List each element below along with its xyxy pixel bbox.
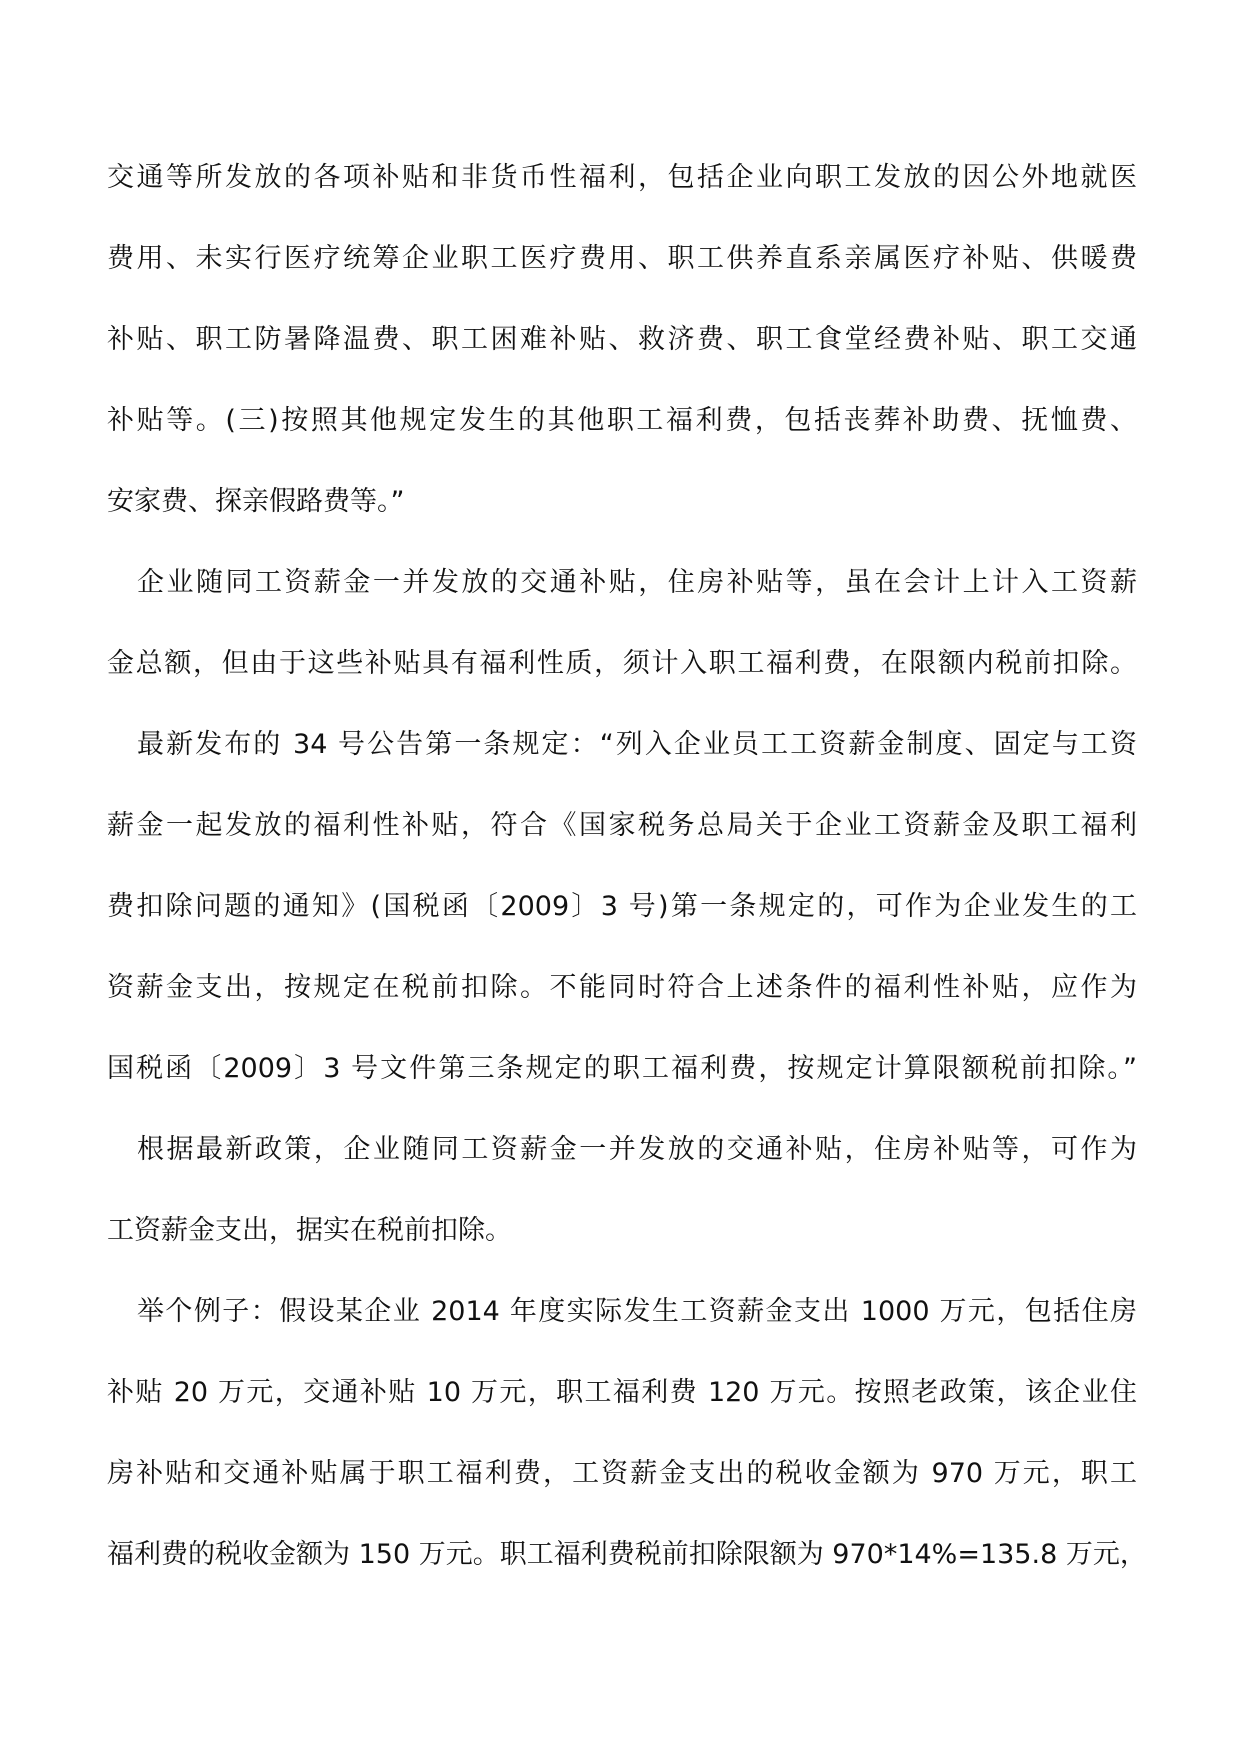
text-line: 补贴等。(三)按照其他规定发生的其他职工福利费，包括丧葬补助费、抚恤费、 xyxy=(107,405,1137,436)
text-line: 房补贴和交通补贴属于职工福利费，工资薪金支出的税收金额为 970 万元，职工 xyxy=(107,1458,1137,1489)
text-line: 资薪金支出，按规定在税前扣除。不能同时符合上述条件的福利性补贴，应作为 xyxy=(107,972,1137,1003)
text-line: 补贴 20 万元，交通补贴 10 万元，职工福利费 120 万元。按照老政策，该企业住 xyxy=(107,1377,1137,1408)
text-line: 费扣除问题的通知》(国税函〔2009〕3 号)第一条规定的，可作为企业发生的工 xyxy=(107,891,1137,922)
paragraph-first-line: 举个例子：假设某企业 2014 年度实际发生工资薪金支出 1000 万元，包括住房 xyxy=(137,1296,1137,1327)
text-line: 国税函〔2009〕3 号文件第三条规定的职工福利费，按规定计算限额税前扣除。” xyxy=(107,1053,1137,1084)
text-line: 交通等所发放的各项补贴和非货币性福利，包括企业向职工发放的因公外地就医 xyxy=(107,162,1137,193)
text-line: 补贴、职工防暑降温费、职工困难补贴、救济费、职工食堂经费补贴、职工交通 xyxy=(107,324,1137,355)
text-line: 薪金一起发放的福利性补贴，符合《国家税务总局关于企业工资薪金及职工福利 xyxy=(107,810,1137,841)
document-body xyxy=(107,158,1147,1616)
paragraph-first-line: 企业随同工资薪金一并发放的交通补贴，住房补贴等，虽在会计上计入工资薪 xyxy=(137,567,1137,598)
text-line: 福利费的税收金额为 150 万元。职工福利费税前扣除限额为 970*14%=135.8 万元， xyxy=(107,1539,1147,1570)
text-line: 安家费、探亲假路费等。” xyxy=(107,486,405,517)
text-line: 金总额，但由于这些补贴具有福利性质，须计入职工福利费，在限额内税前扣除。 xyxy=(107,648,1137,679)
text-line: 工资薪金支出，据实在税前扣除。 xyxy=(107,1215,512,1246)
text-line: 费用、未实行医疗统筹企业职工医疗费用、职工供养直系亲属医疗补贴、供暖费 xyxy=(107,243,1137,274)
paragraph-first-line: 最新发布的 34 号公告第一条规定：“列入企业员工工资薪金制度、固定与工资 xyxy=(137,729,1137,760)
paragraph-first-line: 根据最新政策，企业随同工资薪金一并发放的交通补贴，住房补贴等，可作为 xyxy=(137,1134,1137,1165)
